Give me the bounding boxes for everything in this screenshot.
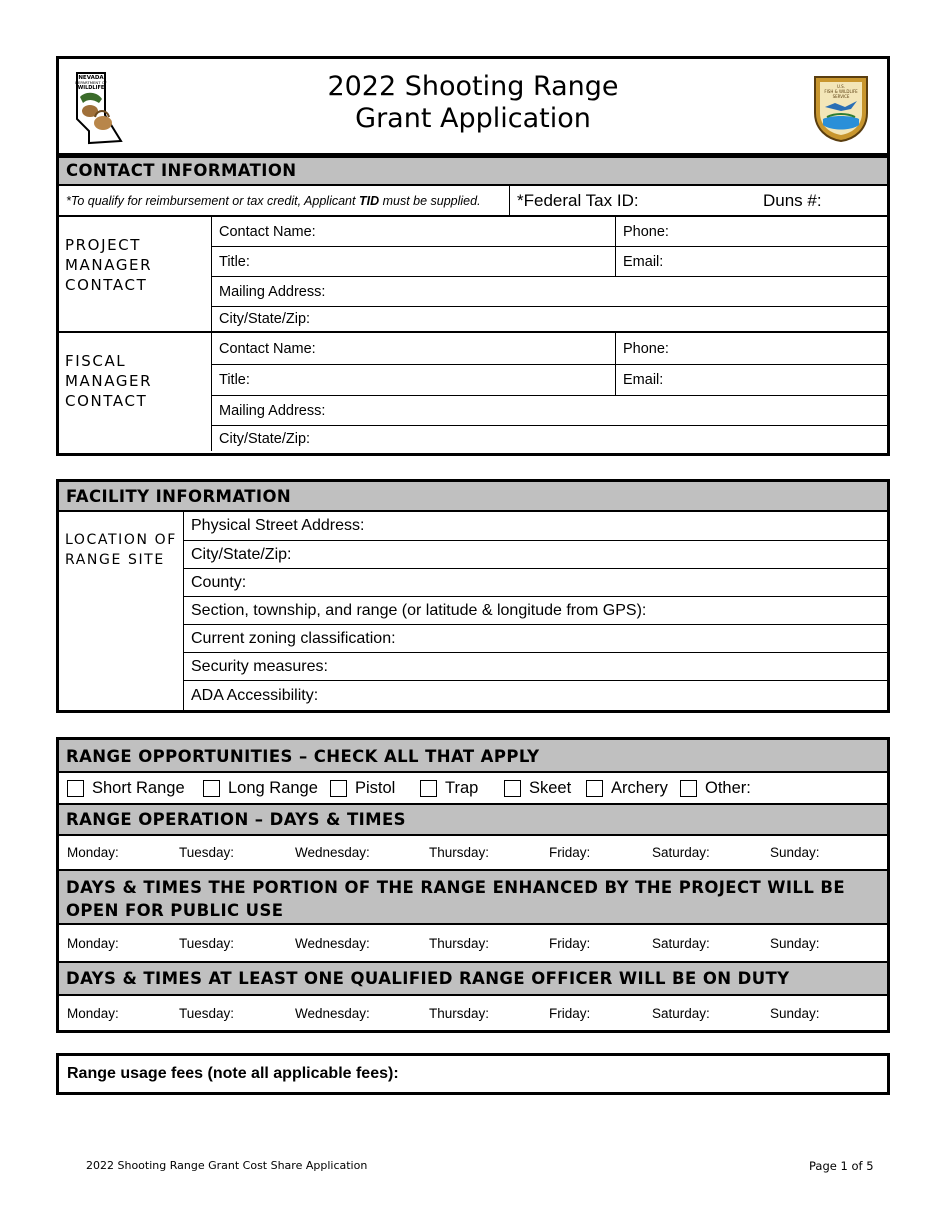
fiscal-manager-label — [59, 333, 211, 451]
fm-city-state-zip-field[interactable] — [212, 426, 887, 451]
public-sunday[interactable]: Sunday: — [770, 936, 820, 951]
operation-wednesday[interactable]: Wednesday: — [295, 845, 370, 860]
usfws-text-fws: FISH & WILDLIFE — [824, 89, 858, 94]
fm-contact-name-label: Contact Name: — [219, 340, 316, 357]
security-measures-label: Security measures: — [191, 657, 328, 675]
officer-days-row — [59, 996, 887, 1030]
short-range-label: Short Range — [92, 778, 185, 797]
location-label-line-1: LOCATION OF — [65, 532, 177, 548]
pm-city-state-zip-field[interactable] — [212, 307, 887, 331]
operation-sunday[interactable]: Sunday: — [770, 845, 820, 860]
pm-contact-name-field[interactable] — [212, 217, 615, 246]
range-usage-fees-section[interactable] — [56, 1053, 890, 1095]
pm-email-label: Email: — [623, 253, 664, 270]
fiscal-label-line-1: FISCAL — [65, 352, 127, 370]
tid-note-bold: TID — [358, 193, 380, 208]
option-pistol[interactable] — [330, 779, 408, 798]
fm-email-label: Email: — [623, 372, 664, 388]
officer-tuesday[interactable]: Tuesday: — [179, 1006, 235, 1021]
operation-monday[interactable]: Monday: — [67, 845, 119, 860]
project-label-line-2: MANAGER — [65, 256, 153, 274]
range-operation-heading: RANGE OPERATION – DAYS & TIMES — [59, 805, 887, 836]
pm-row-4 — [212, 307, 887, 331]
pm-row-3 — [212, 277, 887, 307]
project-manager-block — [59, 215, 887, 331]
fiscal-manager-fields — [211, 333, 887, 451]
option-other[interactable] — [680, 779, 751, 798]
fm-title-field[interactable] — [212, 365, 615, 395]
county-field[interactable] — [184, 569, 887, 597]
pm-mailing-address-field[interactable] — [212, 277, 887, 306]
pistol-label: Pistol — [355, 778, 396, 797]
fm-row-3 — [212, 396, 887, 426]
footer-document-name: 2022 Shooting Range Grant Cost Share Application — [86, 1159, 368, 1172]
logo-text-nevada: NEVADA — [78, 75, 104, 81]
fiscal-label-line-2: MANAGER — [65, 372, 153, 390]
zoning-classification-label: Current zoning classification: — [191, 629, 396, 647]
tid-note — [59, 186, 509, 215]
officer-sunday[interactable]: Sunday: — [770, 1006, 820, 1021]
officer-monday[interactable]: Monday: — [67, 1006, 119, 1021]
operation-saturday[interactable]: Saturday: — [652, 845, 710, 860]
other-checkbox[interactable] — [680, 780, 697, 797]
fm-row-1 — [212, 333, 887, 365]
title-line-2: Grant Application — [355, 103, 591, 134]
contact-information-heading: CONTACT INFORMATION — [59, 156, 887, 184]
usfws-logo — [811, 73, 871, 143]
officer-saturday[interactable]: Saturday: — [652, 1006, 710, 1021]
pm-email-field[interactable] — [615, 247, 887, 276]
fiscal-label-line-3: CONTACT — [65, 392, 148, 410]
facility-city-state-zip-label: City/State/Zip: — [191, 545, 292, 563]
duns-label: Duns #: — [763, 190, 822, 210]
archery-checkbox[interactable] — [586, 780, 603, 797]
federal-tax-id-field[interactable] — [509, 186, 759, 215]
long-range-checkbox[interactable] — [203, 780, 220, 797]
pm-city-state-zip-label: City/State/Zip: — [219, 311, 311, 327]
public-tuesday[interactable]: Tuesday: — [179, 936, 235, 951]
section-township-range-field[interactable] — [184, 597, 887, 625]
tid-note-suffix: must be supplied. — [379, 193, 481, 208]
ada-accessibility-field[interactable] — [184, 681, 887, 710]
option-skeet[interactable] — [504, 779, 574, 798]
officer-friday[interactable]: Friday: — [549, 1006, 591, 1021]
skeet-checkbox[interactable] — [504, 780, 521, 797]
officer-wednesday[interactable]: Wednesday: — [295, 1006, 370, 1021]
operation-days-row — [59, 836, 887, 871]
pm-title-label: Title: — [219, 253, 250, 270]
public-use-heading — [59, 871, 887, 925]
physical-street-address-label: Physical Street Address: — [191, 517, 365, 534]
long-range-label: Long Range — [228, 778, 318, 797]
location-of-range-site-label — [59, 512, 183, 710]
location-label-line-2: RANGE SITE — [65, 552, 165, 568]
short-range-checkbox[interactable] — [67, 780, 84, 797]
pistol-checkbox[interactable] — [330, 780, 347, 797]
archery-label: Archery — [611, 778, 668, 797]
section-township-range-label: Section, township, and range (or latitude & longitude from GPS): — [191, 601, 647, 619]
fm-city-state-zip-label: City/State/Zip: — [219, 430, 311, 447]
logo-text-department: DEPARTMENT OF — [75, 80, 107, 85]
footer-page-number: Page 1 of 5 — [809, 1159, 874, 1173]
logo-text-wildlife: WILDLIFE — [77, 85, 105, 91]
page-title — [59, 71, 887, 135]
usfws-text-us: U.S. — [836, 84, 846, 89]
pm-phone-field[interactable] — [615, 217, 887, 246]
trap-label: Trap — [445, 778, 479, 797]
fm-phone-label: Phone: — [623, 340, 669, 357]
header-box — [56, 56, 890, 156]
range-options-row — [59, 773, 887, 805]
physical-street-address-field[interactable] — [184, 512, 887, 541]
operation-friday[interactable]: Friday: — [549, 845, 591, 860]
public-thursday[interactable]: Thursday: — [429, 936, 490, 951]
zoning-classification-field[interactable] — [184, 625, 887, 653]
range-usage-fees-label: Range usage fees (note all applicable fees): — [67, 1065, 399, 1082]
other-label: Other: — [705, 778, 751, 797]
tax-row — [59, 184, 887, 215]
public-wednesday[interactable]: Wednesday: — [295, 936, 370, 951]
public-monday[interactable]: Monday: — [67, 936, 119, 951]
pm-contact-name-label: Contact Name: — [219, 223, 316, 240]
public-friday[interactable]: Friday: — [549, 936, 591, 951]
public-saturday[interactable]: Saturday: — [652, 936, 710, 951]
title-line-1: 2022 Shooting Range — [327, 71, 619, 102]
pm-row-1 — [212, 217, 887, 247]
pm-phone-label: Phone: — [623, 223, 669, 240]
tid-note-prefix: *To qualify for reimbursement or tax credit, Applicant — [66, 193, 359, 208]
fiscal-manager-block — [59, 331, 887, 451]
facility-city-state-zip-field[interactable] — [184, 541, 887, 569]
county-label: County: — [191, 573, 247, 591]
option-trap[interactable] — [420, 779, 492, 798]
public-use-heading-line-2: OPEN FOR PUBLIC USE — [66, 901, 284, 920]
project-label-line-1: PROJECT — [65, 236, 142, 254]
option-long-range[interactable] — [203, 779, 318, 798]
fm-row-4 — [212, 426, 887, 451]
operation-tuesday[interactable]: Tuesday: — [179, 845, 235, 860]
public-use-heading-line-1: DAYS & TIMES THE PORTION OF THE RANGE ENHANCED BY THE PROJECT WILL BE — [66, 878, 846, 897]
range-officer-heading: DAYS & TIMES AT LEAST ONE QUALIFIED RANGE OFFICER WILL BE ON DUTY — [59, 963, 887, 996]
project-manager-fields — [211, 217, 887, 331]
usfws-text-service: SERVICE — [832, 94, 850, 99]
facility-information-section — [56, 479, 890, 713]
pm-mailing-address-label: Mailing Address: — [219, 283, 326, 300]
fm-row-2 — [212, 365, 887, 396]
option-short-range[interactable] — [67, 779, 191, 798]
fm-title-label: Title: — [219, 372, 250, 388]
fm-contact-name-field[interactable] — [212, 333, 615, 364]
option-archery[interactable] — [586, 779, 668, 798]
security-measures-field[interactable] — [184, 653, 887, 681]
federal-tax-id-label: *Federal Tax ID: — [517, 190, 639, 210]
range-section — [56, 737, 890, 1033]
pm-title-field[interactable] — [212, 247, 615, 276]
facility-information-heading: FACILITY INFORMATION — [59, 482, 887, 512]
fm-mailing-address-field[interactable] — [212, 396, 887, 425]
range-opportunities-heading: RANGE OPPORTUNITIES – CHECK ALL THAT APPLY — [59, 740, 887, 773]
officer-thursday[interactable]: Thursday: — [429, 1006, 490, 1021]
fm-email-field[interactable] — [615, 365, 887, 395]
operation-thursday[interactable]: Thursday: — [429, 845, 490, 860]
facility-body — [59, 512, 887, 710]
project-manager-label — [59, 217, 211, 331]
fm-phone-field[interactable] — [615, 333, 887, 364]
skeet-label: Skeet — [529, 778, 572, 797]
project-label-line-3: CONTACT — [65, 276, 148, 294]
facility-fields — [183, 512, 887, 710]
duns-field[interactable] — [759, 186, 887, 215]
fm-mailing-address-label: Mailing Address: — [219, 402, 326, 419]
trap-checkbox[interactable] — [420, 780, 437, 797]
public-use-days-row — [59, 925, 887, 963]
ada-accessibility-label: ADA Accessibility: — [191, 686, 319, 704]
pm-row-2 — [212, 247, 887, 277]
contact-information-section — [56, 156, 890, 456]
